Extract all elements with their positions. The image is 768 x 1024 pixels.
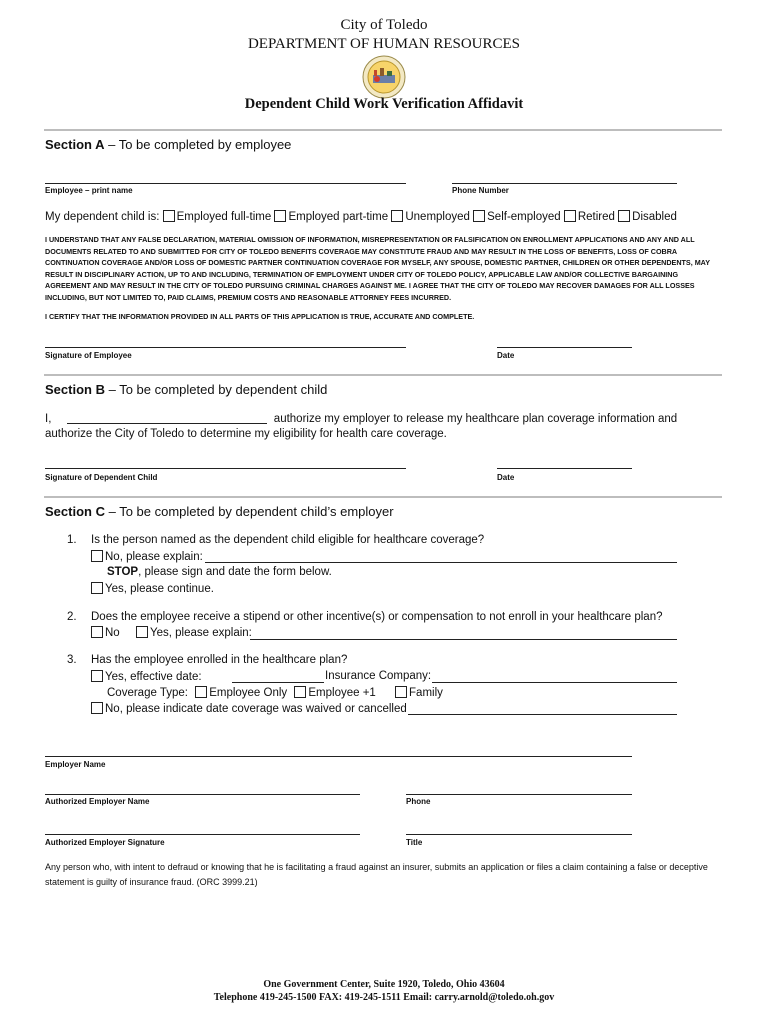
q1-no-checkbox[interactable]: [91, 550, 103, 562]
certify-text: I CERTIFY THAT THE INFORMATION PROVIDED IN ALL PARTS OF THIS APPLICATION IS TRUE, ACCURATE AND COMPLETE.: [45, 312, 475, 321]
authorized-signature-field[interactable]: [45, 834, 360, 835]
divider: [44, 496, 722, 498]
city-seal-icon: [361, 55, 407, 99]
authorized-name-label: Authorized Employer Name: [45, 797, 150, 806]
question-3-text: Has the employee enrolled in the healthcare plan?: [91, 654, 348, 666]
retired-checkbox[interactable]: [564, 210, 576, 222]
section-a-heading: Section A – To be completed by employee: [45, 137, 292, 152]
q3-yes-label: Yes, effective date:: [105, 671, 202, 683]
effective-date-field[interactable]: [232, 682, 324, 683]
title-field[interactable]: [406, 834, 632, 835]
status-option-label: Retired: [577, 211, 615, 223]
city-name: City of Toledo: [340, 17, 428, 33]
q2-no-checkbox[interactable]: [91, 626, 103, 638]
employee-date-field[interactable]: [497, 347, 632, 348]
q1-yes-label: Yes, please continue.: [105, 583, 214, 595]
title-label: Title: [406, 838, 423, 847]
employee-only-checkbox[interactable]: [195, 686, 207, 698]
form-title: Dependent Child Work Verification Affidavit: [244, 96, 524, 112]
insurance-company-field[interactable]: [432, 682, 677, 683]
section-c-heading: Section C – To be completed by dependent child’s employer: [45, 504, 394, 519]
employee-plus-one-checkbox[interactable]: [294, 686, 306, 698]
employer-name-field[interactable]: [45, 756, 632, 757]
authorized-name-field[interactable]: [45, 794, 360, 795]
q3-yes-row: [91, 670, 202, 683]
employee-name-field[interactable]: [45, 183, 406, 184]
child-status-row: [45, 210, 677, 223]
q1-stop-note: STOP, please sign and date the form below.: [107, 566, 332, 578]
waived-date-field[interactable]: [408, 714, 677, 715]
q1-no-row: [91, 550, 203, 563]
divider: [44, 129, 722, 131]
family-checkbox[interactable]: [395, 686, 407, 698]
status-option-label: Self-employed: [487, 211, 561, 223]
q3-no-checkbox[interactable]: [91, 702, 103, 714]
footer-contact: Telephone 419-245-1500 FAX: 419-245-1511 Email: carry.arnold@toledo.oh.gov: [213, 992, 555, 1003]
disabled-checkbox[interactable]: [618, 210, 630, 222]
employer-phone-label: Phone: [406, 797, 431, 806]
authorize-text-1: authorize my employer to release my healthcare plan coverage information and: [273, 413, 678, 425]
footer-address: One Government Center, Suite 1920, Toledo, Ohio 43604: [263, 979, 505, 990]
employee-signature-label: Signature of Employee: [45, 351, 132, 360]
question-3-number: 3.: [67, 654, 77, 666]
employer-phone-field[interactable]: [406, 794, 632, 795]
dependent-date-label: Date: [497, 473, 515, 482]
dependent-signature-field[interactable]: [45, 468, 406, 469]
q3-no-row: [91, 702, 407, 715]
q2-yes-row: [136, 626, 252, 639]
authorized-signature-label: Authorized Employer Signature: [45, 838, 165, 847]
status-option-label: Unemployed: [405, 211, 470, 223]
coverage-option-label: Family: [409, 687, 443, 699]
authorize-text-2: authorize the City of Toledo to determine my eligibility for health care coverage.: [45, 428, 447, 440]
q2-explain-field[interactable]: [250, 639, 677, 640]
status-option-label: Employed part-time: [288, 211, 389, 223]
status-option-label: Disabled: [632, 211, 677, 223]
q1-yes-checkbox[interactable]: [91, 582, 103, 594]
divider: [44, 374, 722, 376]
q1-explain-field[interactable]: [205, 562, 677, 563]
q1-yes-row: [91, 582, 214, 595]
authorize-line-1: [45, 412, 677, 425]
q2-no-label: No: [105, 627, 120, 639]
q3-no-label: No, please indicate date coverage was waived or cancelled: [105, 703, 407, 715]
insurance-company-label: Insurance Company:: [325, 670, 432, 682]
phone-number-field[interactable]: [452, 183, 677, 184]
employed-full-time-checkbox[interactable]: [163, 210, 175, 222]
status-option-label: Employed full-time: [176, 211, 272, 223]
fraud-notice: Any person who, with intent to defraud or knowing that he is facilitating a fraud against an insurer, submits an application or files a claim containing a false or deceptive statement is guilty of insurance fraud. (ORC 3999.21): [45, 862, 708, 887]
dependent-date-field[interactable]: [497, 468, 632, 469]
dependent-name-field[interactable]: [67, 412, 267, 424]
coverage-type-label: Coverage Type:: [107, 687, 188, 699]
department-name: DEPARTMENT OF HUMAN RESOURCES: [247, 36, 521, 52]
i-prefix: I,: [45, 413, 52, 425]
unemployed-checkbox[interactable]: [391, 210, 403, 222]
disclaimer-text: I UNDERSTAND THAT ANY FALSE DECLARATION, MATERIAL OMISSION OF INFORMATION, MISREPRESENTATION OR FALSIFICATION ON ENROLLMENT APPLICATIONS AND ANY AND ALL DOCUMENTS RELATED TO AND SUBMITTED FOR CITY OF TOLEDO BENEFITS COVERAGE MAY CONSTITUTE FRAUD AND MAY RESULT IN THE LOSS OF BENEFITS, LOSS OF COBRA CONTINUATION COVERAGE AND/OR LOSS OF DOMESTIC PARTNER CONTINUATION COVERAGE FOR MYSELF, ANY SPOUSE, DOMESTIC PARTNER, CHILDREN OR OTHER DEPENDENTS, MAY RESULT IN DISCIPLINARY ACTION, UP TO AND INCLUDING, TERMINATION OF EMPLOYMENT UNDER CITY OF TOLEDO POLICY, APPLICABLE LAW AND/OR COLLECTIVE BARGAINING AGREEMENT AND MAY RESULT IN THE CITY OF TOLEDO PURSUING CRIMINAL CHARGES AGAINST ME. I AGREE THAT THE CITY OF TOLEDO MAY RECOVER DAMAGES FOR ALL LOSSES INCLUDING, BUT NOT LIMITED TO, PAID CLAIMS, PREMIUM COSTS AND REASONABLE ATTORNEY FEES INCURRED.: [45, 235, 710, 302]
q2-yes-label: Yes, please explain:: [150, 627, 252, 639]
employed-part-time-checkbox[interactable]: [274, 210, 286, 222]
coverage-option-label: Employee Only: [209, 687, 288, 699]
employee-name-label: Employee – print name: [45, 186, 133, 195]
employee-date-label: Date: [497, 351, 515, 360]
child-status-label: My dependent child is:: [45, 211, 160, 223]
dependent-signature-label: Signature of Dependent Child: [45, 473, 158, 482]
question-1-text: Is the person named as the dependent child eligible for healthcare coverage?: [91, 534, 485, 546]
coverage-type-row: [107, 686, 443, 699]
self-employed-checkbox[interactable]: [473, 210, 485, 222]
q2-yes-checkbox[interactable]: [136, 626, 148, 638]
employee-signature-field[interactable]: [45, 347, 406, 348]
q3-yes-checkbox[interactable]: [91, 670, 103, 682]
question-2-text: Does the employee receive a stipend or other incentive(s) or compensation to not enroll in your healthcare plan?: [91, 611, 663, 623]
q1-no-label: No, please explain:: [105, 551, 203, 563]
coverage-option-label: Employee +1: [308, 687, 376, 699]
question-1-number: 1.: [67, 534, 77, 546]
question-2-number: 2.: [67, 611, 77, 623]
employer-name-label: Employer Name: [45, 760, 106, 769]
phone-number-label: Phone Number: [452, 186, 509, 195]
section-b-heading: Section B – To be completed by dependent child: [45, 382, 328, 397]
q2-no-row: [91, 626, 120, 639]
